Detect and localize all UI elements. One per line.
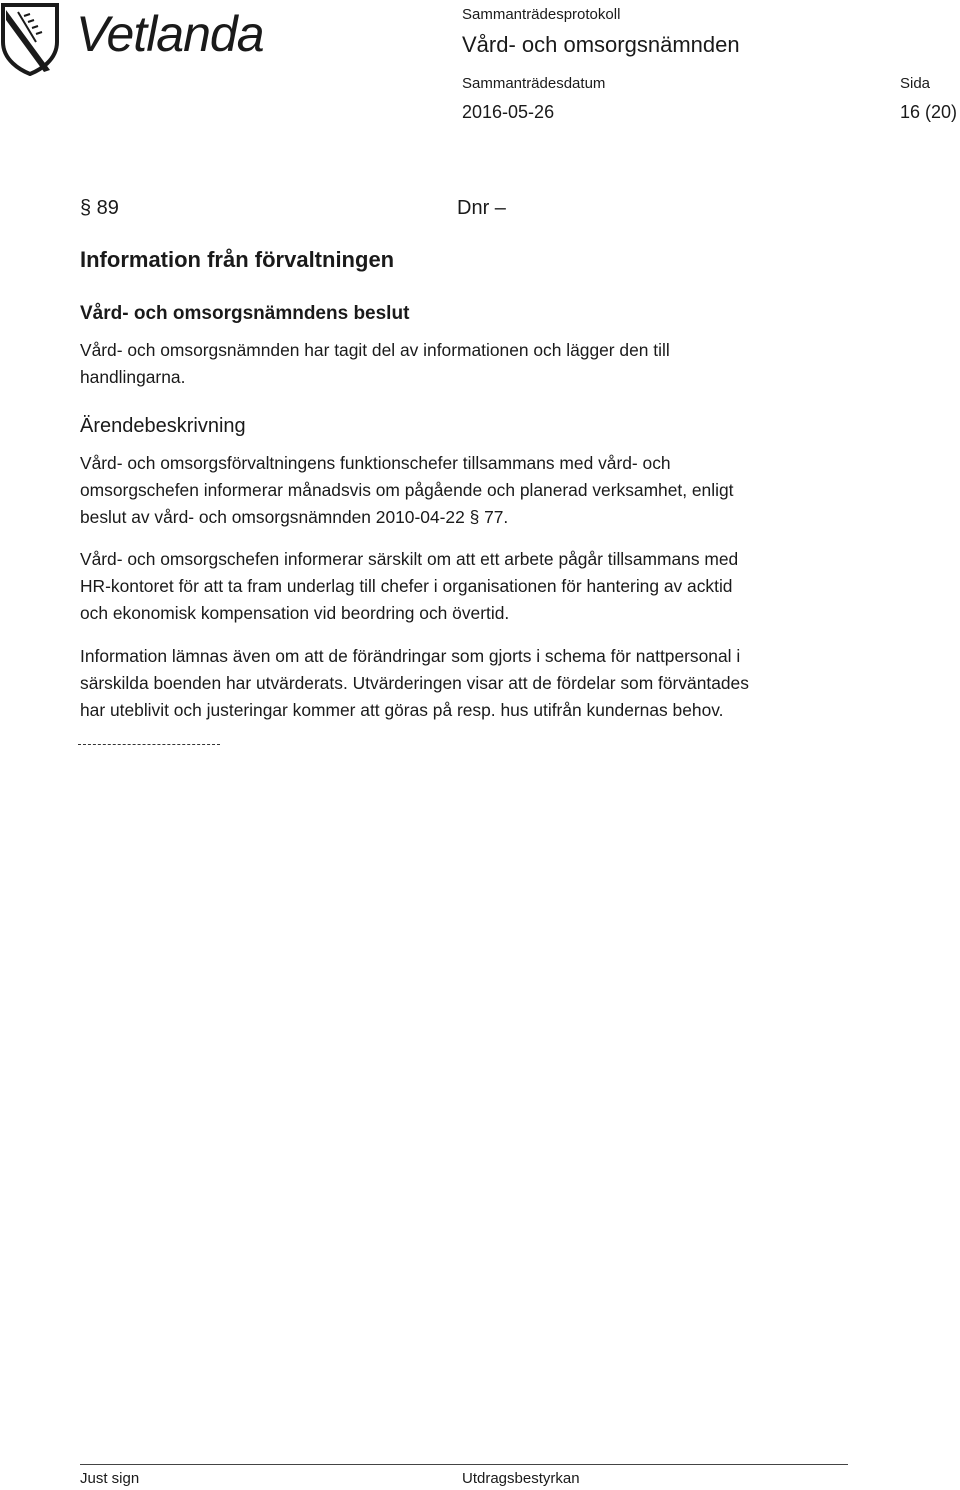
decision-heading: Vård- och omsorgsnämndens beslut (80, 303, 410, 324)
vetlanda-logo: Vetlanda (76, 6, 264, 62)
text-line: och ekonomisk kompensation vid beordring och övertid. (80, 603, 510, 623)
text-line: har uteblivit och justeringar kommer att göras på resp. hus utifrån kundernas behov. (80, 700, 724, 720)
coat-of-arms-icon (0, 2, 60, 76)
page-number: 16 (20) (900, 102, 958, 122)
text-line: HR-kontoret för att ta fram underlag till chefer i organisationen för hantering av acktid (80, 576, 733, 596)
extract-certification-label: Utdragsbestyrkan (462, 1470, 580, 1487)
text-line: beslut av vård- och omsorgsnämnden 2010-04-22 § 77. (80, 507, 509, 527)
text-line: Vård- och omsorgsförvaltningens funktionschefer tillsammans med vård- och (80, 453, 671, 473)
document-type: Sammanträdesprotokoll (462, 6, 621, 23)
text-line: Vård- och omsorgschefen informerar särskilt om att ett arbete pågår tillsammans med (80, 549, 739, 569)
paragraph-number: § 89 (80, 197, 119, 219)
footer-divider (80, 1464, 848, 1465)
dnr: Dnr – (457, 197, 506, 219)
description-heading: Ärendebeskrivning (80, 415, 246, 437)
text-line: särskilda boenden har utvärderats. Utvärderingen visar att de fördelar som förväntades (80, 673, 749, 693)
text-line: omsorgschefen informerar månadsvis om pågående och planerad verksamhet, enligt (80, 480, 734, 500)
text-line: handlingarna. (80, 367, 186, 387)
description-paragraph-3 (80, 643, 860, 724)
section-title: Information från förvaltningen (80, 247, 395, 272)
just-sign-label: Just sign (80, 1470, 140, 1487)
decision-text (80, 337, 860, 391)
description-paragraph-1 (80, 450, 860, 531)
meeting-date: 2016-05-26 (462, 102, 555, 122)
text-line: Information lämnas även om att de förändringar som gjorts i schema för nattpersonal i (80, 646, 741, 666)
meeting-date-label: Sammanträdesdatum (462, 75, 606, 92)
page-label: Sida (900, 75, 931, 92)
end-divider (78, 744, 220, 745)
text-line: Vård- och omsorgsnämnden har tagit del av informationen och lägger den till (80, 340, 670, 360)
committee-name: Vård- och omsorgsnämnden (462, 32, 740, 57)
description-paragraph-2 (80, 546, 860, 627)
